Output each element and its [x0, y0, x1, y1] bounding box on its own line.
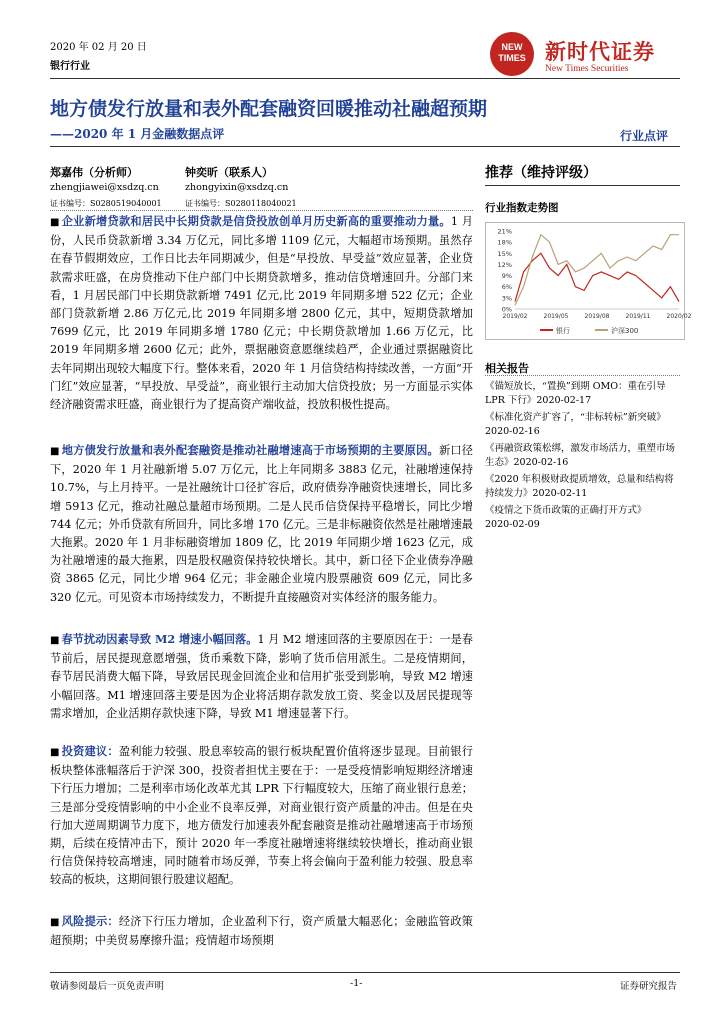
related-reports-list: [485, 380, 680, 535]
y-tick-label: 21%: [497, 227, 512, 236]
paragraph-m2: [50, 630, 473, 723]
paragraph-lead: 风险提示：: [61, 914, 119, 928]
index-trend-chart: [485, 222, 692, 340]
related-reports-title: 相关报告: [485, 362, 529, 375]
paragraph-lead: 企业新增贷款和居民中长期贷款是信贷投放创单月历史新高的重要推动力量。: [61, 214, 451, 228]
legend-label-bank: 银行: [556, 327, 570, 335]
paragraph-lead: 投资建议：: [61, 744, 119, 758]
paragraph-investment: [50, 742, 473, 890]
rating: 推荐（维持评级）: [485, 165, 597, 181]
y-tick-label: 3%: [501, 294, 512, 303]
report-title: 地方债发行放量和表外配套融资回暖推动社融超预期: [50, 98, 488, 120]
footer-disclaimer[interactable]: 敬请参阅最后一页免责声明: [50, 981, 165, 992]
analyst-email[interactable]: zhongyixin@xsdzq.cn: [185, 182, 289, 193]
chart-title: 行业指数走势图: [485, 202, 559, 214]
square-bullet-icon: ■: [50, 446, 60, 457]
paragraph-body: 新口径下，2020 年 1 月社融新增 5.07 万亿元，比上年同期多 3883 亿元，社融增速保持 10.7%，与上月持平。一是社融统计口径扩容后，政府债券净融资快速增长，同比多增 5913 亿元，推动社融总量超市场预期。二是人民币信贷保持平稳增长，同比少增 744 亿元；外币贷款有所回升，同比多增 170 亿元。三是非标融资依然是社融增速最大拖累。2020 年 1 月非标融资增加 1809 亿，比 2019 年同期少增 1623 亿元，成为社融增速的最大拖累，四是股权融资保持较快增长。其中，新口径下企业债券净融资 3865 亿元，同比少增 964 亿元；非金融企业境内股票融资 609 亿元，同比多 320 亿元。可见资本市场持续发力，不断提升直接融资对实体经济的服务能力。: [50, 444, 473, 604]
analyst-email[interactable]: zhengjiawei@xsdzq.cn: [50, 182, 159, 193]
industry-label: 银行行业: [50, 61, 90, 72]
paragraph-credit: [50, 212, 473, 414]
rating-rule: [485, 185, 680, 186]
paragraph-lead: 地方债发行放量和表外配套融资是推动社融增速高于市场预期的主要原因。: [61, 443, 439, 457]
logo-badge-text: NEW TIMES: [498, 42, 526, 63]
paragraph-lead: 春节扰动因素导致 M2 增速小幅回落。: [61, 632, 258, 646]
y-tick-label: 18%: [497, 238, 512, 247]
paragraph-risk: [50, 912, 473, 950]
analyst-name: 郑嘉伟（分析师）: [50, 166, 138, 179]
analyst-cert: 证书编号：S0280118040021: [185, 199, 297, 208]
paragraph-body: 1 月 M2 增速回落的主要原因在于：一是春节前后，居民提现意愿增强，货币乘数下降，影响了货币信用派生。二是疫情期间，春节居民消费大幅下降，导致居民现金回流企业和信用扩张受到影响，导致 M2 增速小幅回落。M1 增速回落主要是因为企业将活期存款发放工资、奖金以及居民提现等需求增加，企业活期存款快速下降，导致 M1 增速显著下行。: [50, 633, 473, 720]
x-tick-label: 2019/02: [502, 313, 528, 320]
series-line-hs300: [515, 235, 679, 306]
related-report-item[interactable]: 《锚短放长，“置换”到期 OMO：重在引导 LPR 下行》2020-02-17: [485, 381, 666, 406]
legend-label-hs300: 沪深300: [611, 327, 639, 335]
company-name-cn: 新时代证券: [545, 39, 655, 64]
report-category: 行业点评: [620, 129, 669, 143]
paragraph-body: 盈利能力较强、股息率较高的银行板块配置价值将逐步显现。目前银行板块整体涨幅落后于沪深 300，投资者担忧主要在于：一是受疫情影响短期经济增速下行压力增加；二是利率市场化改革尤其 LPR 下行幅度较大，压缩了商业银行息差；三是部分受疫情影响的中小企业不良率反弹，对商业银行资产质量的冲击。但是在央行加大逆周期调节力度下，地方债发行加速表外配套融资是推动社融增速高于市场预期，后续在疫情冲击下，预计 2020 年一季度社融增速将继续较快增长，推动商业银行信贷保持较高增速，同时随着市场反弹，节奏上将会偏向于盈利能力较强、股息率较高的板块，这期间银行股建议超配。: [50, 745, 473, 887]
related-rule: [485, 375, 680, 376]
company-logo: [490, 32, 534, 76]
analyst-name: 钟奕昕（联系人）: [185, 166, 273, 179]
report-subtitle: ——2020 年 1 月金融数据点评: [50, 127, 225, 141]
y-tick-label: 9%: [501, 272, 512, 281]
analyst-rule: [50, 210, 473, 211]
chart-frame: [486, 223, 685, 340]
footer-rule: [50, 972, 680, 973]
report-date: 2020 年 02 月 20 日: [50, 42, 147, 53]
x-tick-label: 2019/08: [584, 313, 610, 320]
footer-report-type: 证券研究报告: [620, 981, 678, 992]
x-tick-label: 2020/02: [666, 313, 692, 320]
y-tick-label: 12%: [497, 260, 512, 269]
x-tick-label: 2019/11: [625, 313, 651, 320]
chart-legend: [540, 326, 638, 335]
square-bullet-icon: ■: [50, 917, 60, 928]
square-bullet-icon: ■: [50, 217, 60, 228]
paragraph-body: 1 月份，人民币贷款新增 3.34 万亿元，同比多增 1109 亿元，大幅超市场预期。虽然存在春节假期效应，工作日比去年同期减少，但是“早投放、早受益”效应显著，企业贷款需求旺盛，在房贷推动下住户部门中长期贷款增多，推动信贷增速回升。分部门来看，1 月居民部门中长期贷款新增 7491 亿元,比 2019 年同期多增 522 亿元；企业部门贷款新增 2.86 万亿元,比 2019 年同期多增 2800 亿元，其中，短期贷款增加 7699 亿元，比 2019 年同期多增 1780 亿元；中长期贷款增加 1.66 万亿元，比 2019 年同期多增 2600 亿元；此外，票据融资意愿继续趋严，企业通过票据融资比去年同期出现较大幅度下行。整体来看，2020 年 1 月信贷结构持续改善，一方面“开门红”效应显著，“早投放、早受益”，商业银行主动加大信贷投放；另一方面显示实体经济融资需求旺盛，商业银行为了提高资产端收益，投放积极性提高。: [50, 215, 473, 412]
related-report-item[interactable]: 《疫情之下货币政策的正确打开方式》 2020-02-09: [485, 505, 647, 530]
related-report-item[interactable]: 《2020 年积极财政提质增效，总量和结构将持续发力》2020-02-11: [485, 474, 674, 499]
x-tick-label: 2019/05: [543, 313, 569, 320]
related-report-item[interactable]: 《再融资政策松绑，激发市场活力，重塑市场生态》2020-02-16: [485, 443, 676, 468]
y-tick-label: 6%: [501, 283, 512, 292]
header-rule: [50, 78, 680, 79]
page-number: -1-: [350, 978, 363, 989]
title-rule: [50, 146, 680, 147]
paragraph-social-financing: [50, 441, 473, 607]
y-tick-label: 0%: [501, 305, 512, 314]
series-line-bank: [515, 253, 679, 301]
y-tick-label: 15%: [497, 249, 512, 258]
company-name-en: New Times Securities: [545, 64, 629, 74]
paragraph-body: 经济下行压力增加，企业盈利下行，资产质量大幅恶化；金融监管政策超预期；中美贸易摩擦升温；疫情超市场预期: [50, 915, 473, 948]
analyst-cert: 证书编号：S0280519040001: [50, 199, 162, 208]
square-bullet-icon: ■: [50, 635, 60, 646]
square-bullet-icon: ■: [50, 747, 60, 758]
related-report-item[interactable]: 《标准化资产扩容了，“非标转标”新突破》2020-02-16: [485, 412, 666, 437]
